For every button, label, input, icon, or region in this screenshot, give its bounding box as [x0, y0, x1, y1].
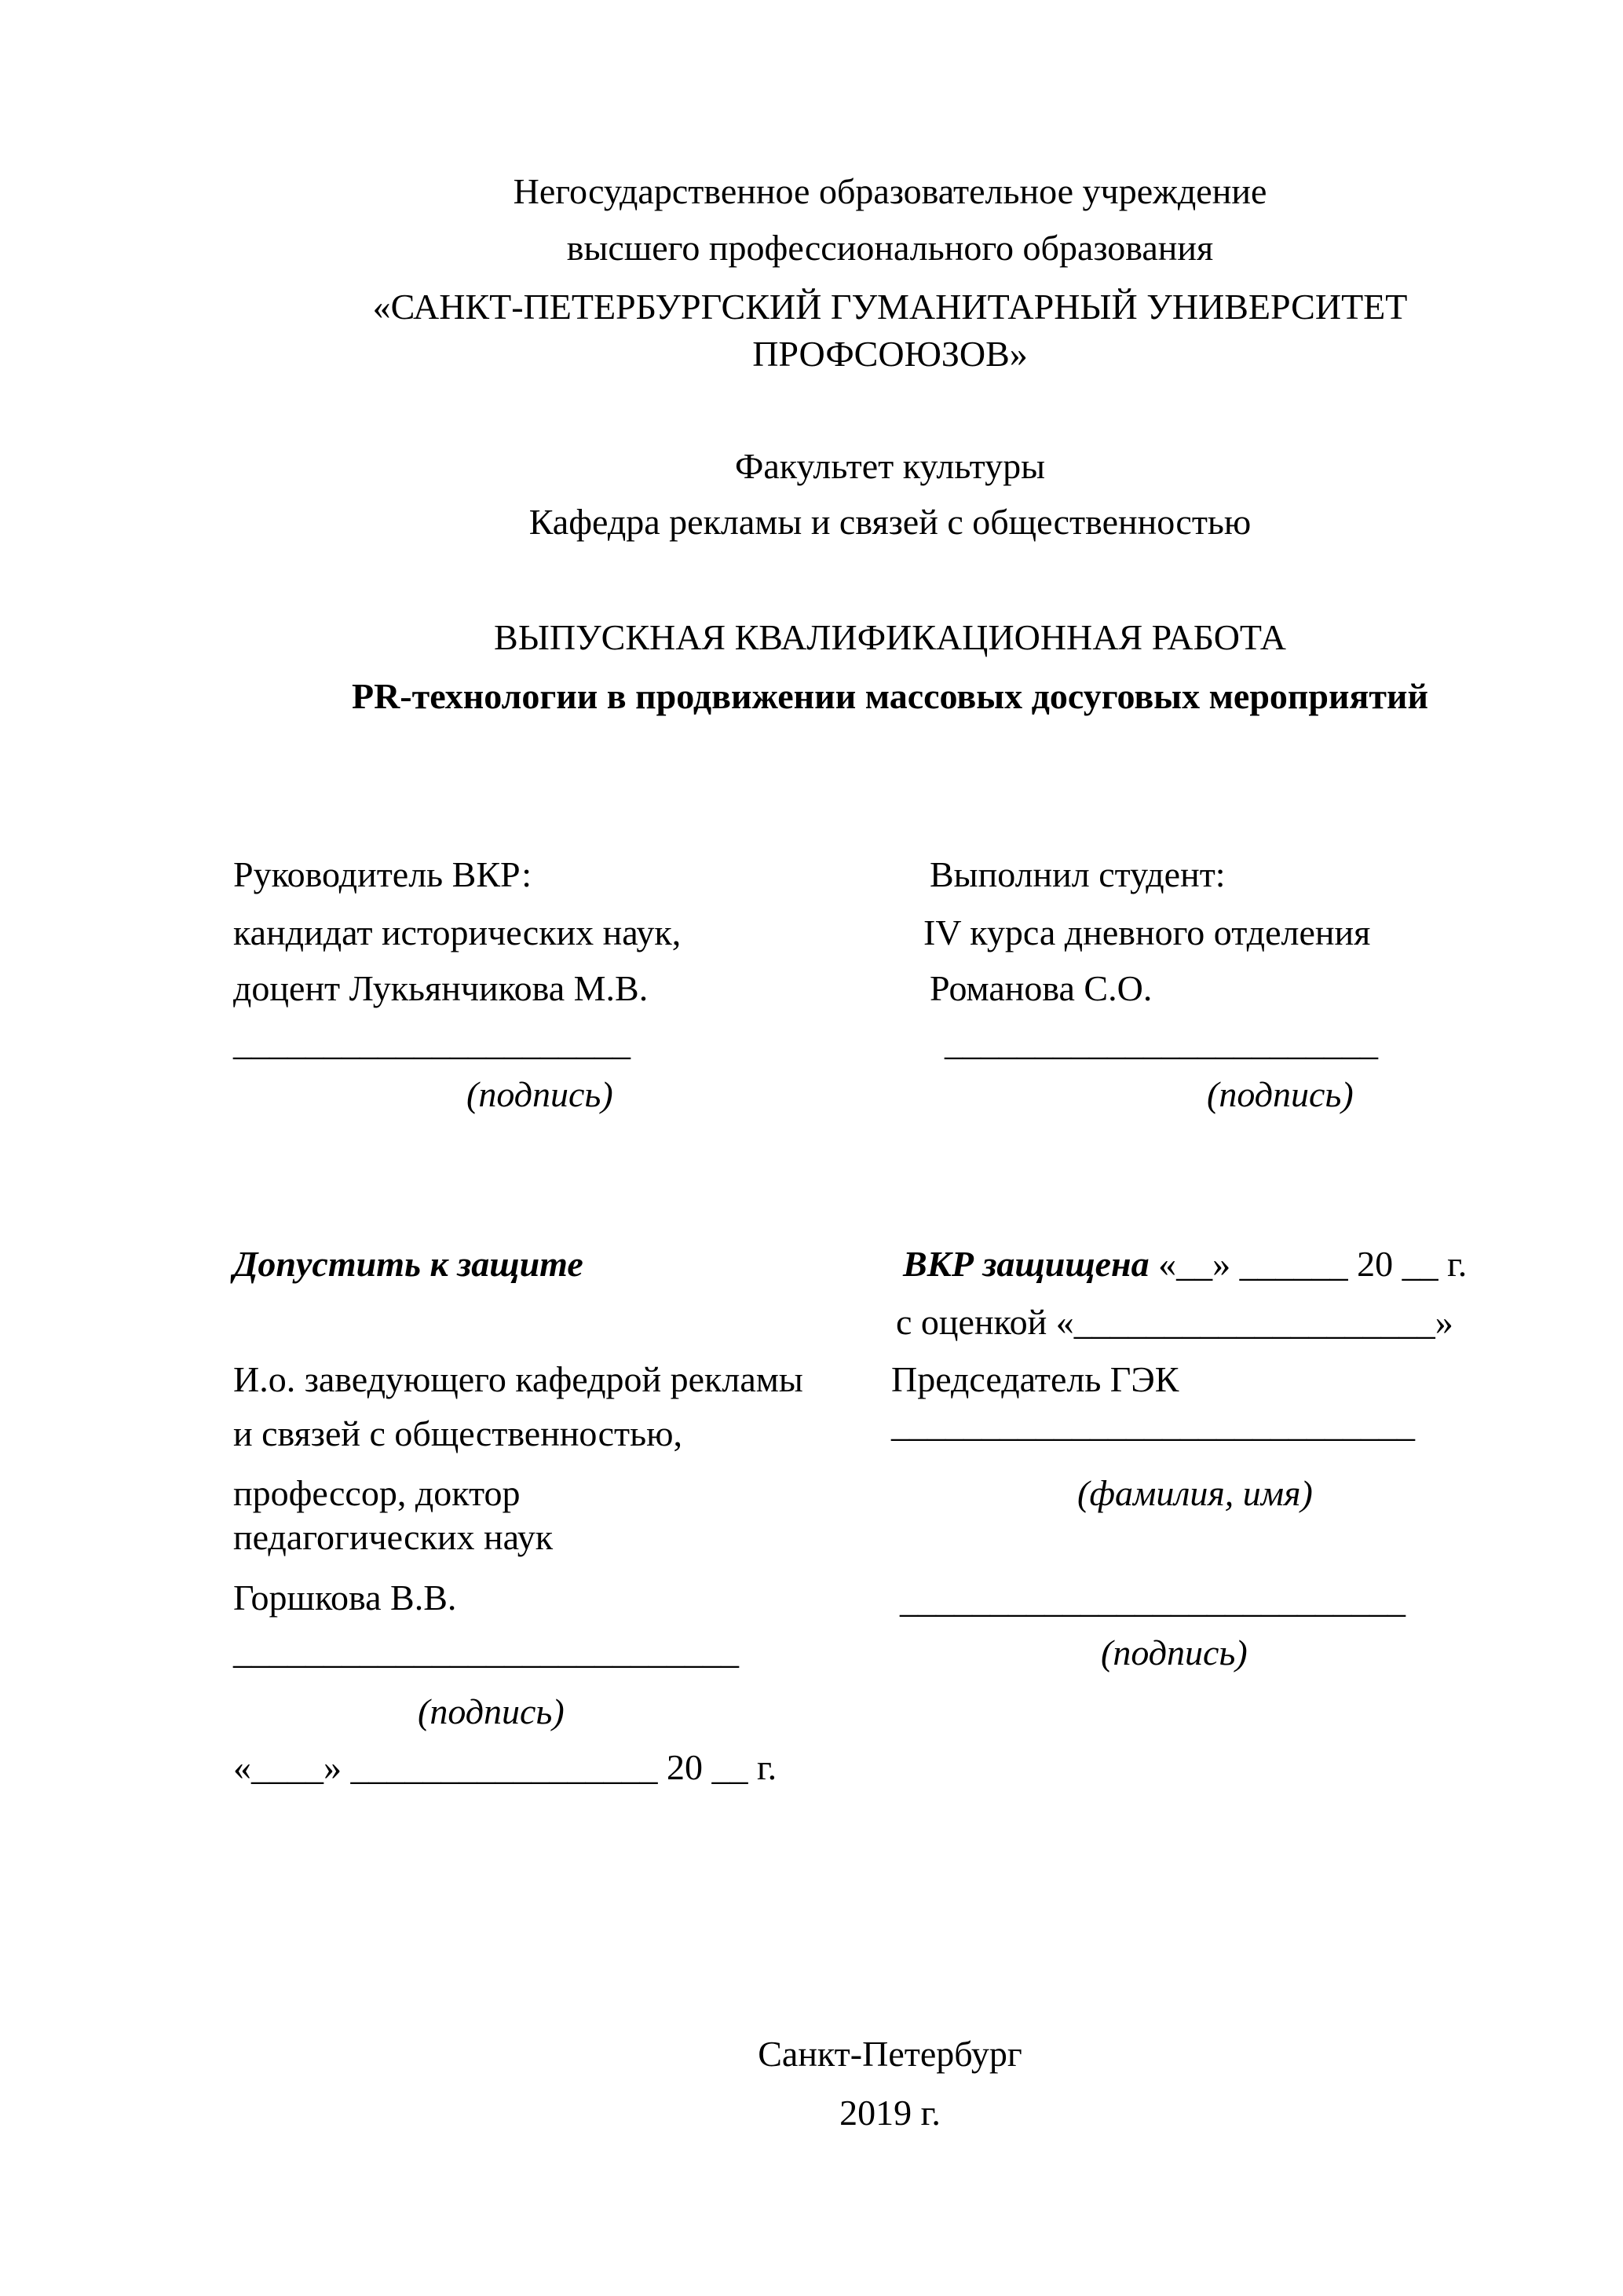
student-signature-line: ________________________	[945, 1022, 1378, 1062]
admission-signature-line: ____________________________	[233, 1631, 739, 1671]
defense-date: «__» ______ 20 __ г.	[1158, 1244, 1468, 1284]
supervisor-signature-line: ______________________	[233, 1022, 631, 1062]
faculty: Факультет культуры	[735, 446, 1045, 486]
org-line-4: ПРОФСОЮЗОВ»	[752, 334, 1028, 374]
defense-grade: с оценкой «____________________»	[896, 1302, 1453, 1342]
admission-date: «____» _________________ 20 __ г.	[233, 1747, 777, 1787]
admission-heading: Допустить к защите	[233, 1244, 583, 1284]
admission-name: Горшкова В.В.	[233, 1578, 457, 1618]
supervisor-signature-hint: (подпись)	[466, 1074, 613, 1114]
supervisor-degree: кандидат исторических наук,	[233, 912, 682, 952]
work-title: PR-технологии в продвижении массовых досуговых мероприятий	[351, 676, 1429, 716]
department: Кафедра рекламы и связей с общественностью	[528, 502, 1252, 542]
supervisor-label: Руководитель ВКР:	[233, 854, 532, 894]
supervisor-name: доцент Лукьянчикова М.В.	[233, 968, 649, 1008]
student-signature-hint: (подпись)	[1207, 1074, 1354, 1114]
work-type: ВЫПУСКНАЯ КВАЛИФИКАЦИОННАЯ РАБОТА	[494, 617, 1286, 657]
admission-position-1: И.о. заведующего кафедрой рекламы	[233, 1359, 803, 1399]
admission-position-4: педагогических наук	[233, 1517, 554, 1557]
gek-signature-line: ____________________________	[900, 1580, 1406, 1620]
gek-name-line: _____________________________	[891, 1404, 1415, 1444]
admission-position-2: и связей с общественностью,	[233, 1413, 682, 1453]
admission-signature-hint: (подпись)	[418, 1691, 565, 1731]
city: Санкт-Петербург	[758, 2034, 1022, 2074]
defense-line	[903, 1242, 1467, 1286]
gek-name-hint: (фамилия, имя)	[1077, 1473, 1313, 1513]
defense-heading: ВКР защищена	[903, 1244, 1150, 1284]
student-label: Выполнил студент:	[930, 854, 1226, 894]
org-line-1: Негосударственное образовательное учреждение	[513, 171, 1267, 211]
org-line-2: высшего профессионального образования	[566, 228, 1214, 268]
gek-signature-hint: (подпись)	[1101, 1632, 1248, 1673]
gek-chair-label: Председатель ГЭК	[891, 1359, 1179, 1399]
admission-position-3: профессор, доктор	[233, 1473, 521, 1513]
student-course: IV курса дневного отделения	[923, 912, 1371, 952]
org-line-3: «САНКТ-ПЕТЕРБУРГСКИЙ ГУМАНИТАРНЫЙ УНИВЕРСИТЕТ	[372, 287, 1408, 327]
student-name: Романова С.О.	[930, 968, 1153, 1008]
year: 2019 г.	[839, 2093, 941, 2133]
